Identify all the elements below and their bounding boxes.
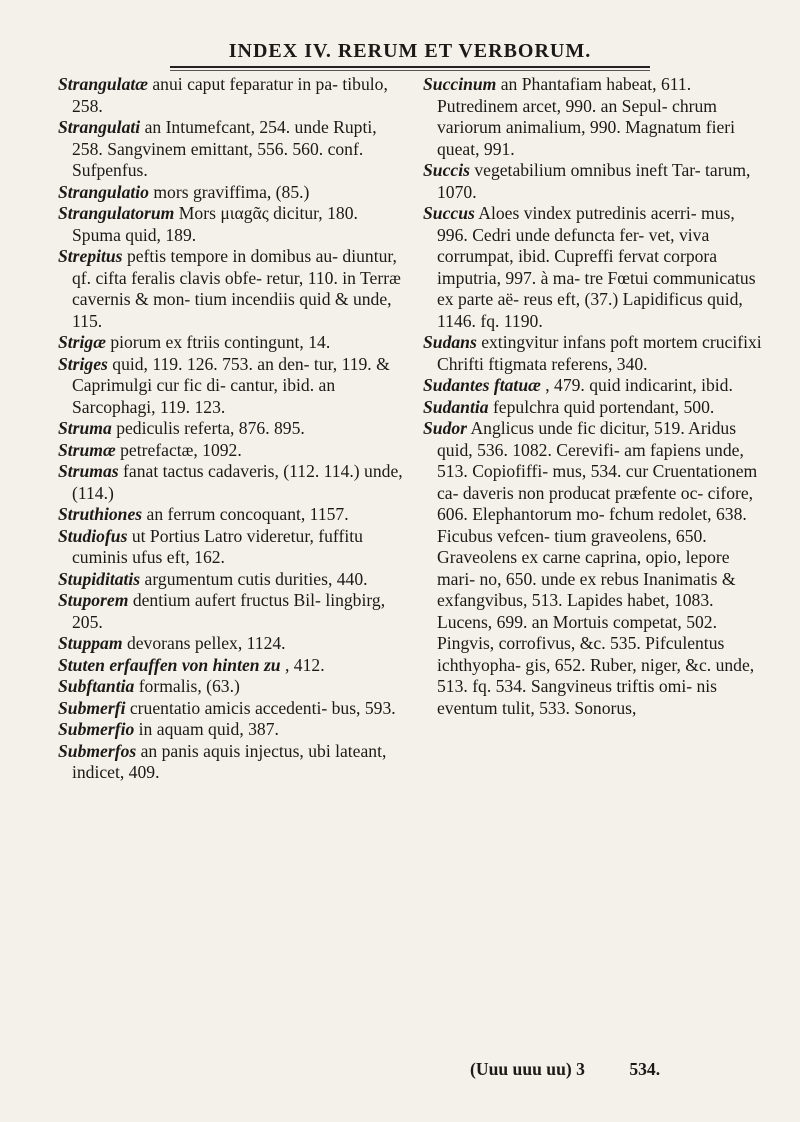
- entry-text: devorans pellex, 1124.: [126, 633, 286, 653]
- index-entry: [58, 117, 403, 182]
- entry-text: , 479. quid indicarint, ibid.: [545, 375, 733, 395]
- entry-headword: Submerfos: [58, 740, 137, 761]
- index-entry: [58, 332, 403, 354]
- entry-headword: Succus: [423, 203, 475, 223]
- index-entry: [58, 246, 403, 332]
- entry-text: an Phantafiam habeat, 611. Putredinem arcet, 990. an Sepul- chrum variorum animalium, 990. Magnatum fieri queat, 991.: [437, 74, 736, 159]
- index-entry: [423, 375, 768, 397]
- entry-text: an ferrum concoquant, 1157.: [146, 504, 349, 524]
- entry-headword: Sudantia: [423, 396, 489, 417]
- header-rule: [170, 66, 650, 68]
- index-entry: [58, 676, 403, 698]
- index-entry: [58, 633, 403, 655]
- entry-headword: Studiofus: [58, 525, 128, 546]
- index-entry: [58, 526, 403, 569]
- entry-headword: Struthiones: [58, 504, 143, 524]
- entry-headword: Striges: [58, 353, 108, 374]
- entry-text: an Intumefcant, 254. unde Rupti, 258. Sangvinem emittant, 556. 560. conf. Sufpenfus.: [72, 117, 377, 180]
- entry-headword: Strepitus: [58, 246, 123, 266]
- signature-mark: (Uuu uuu uu) 3: [470, 1059, 585, 1079]
- entry-text: vegetabilium omnibus ineft Tar- tarum, 1070.: [437, 160, 751, 202]
- entry-text: extingvitur infans poft mortem crucifixi Chrifti ftigmata referens, 340.: [437, 332, 762, 374]
- index-entry: [58, 74, 403, 117]
- index-entry: [423, 74, 768, 160]
- entry-text: an panis aquis injectus, ubi lateant, indicet, 409.: [72, 740, 387, 782]
- entry-text: quid, 119. 126. 753. an den- tur, 119. & Caprimulgi cur fic di- cantur, ibid. an Sarcophagi, 119. 123.: [72, 353, 390, 417]
- entry-text: dentium aufert fructus Bil- lingbirg, 205.: [72, 590, 386, 632]
- header-rule-thin: [170, 70, 650, 71]
- entry-text: in aquam quid, 387.: [138, 719, 279, 739]
- index-entry: [58, 440, 403, 462]
- entry-headword: Strigæ: [58, 332, 106, 352]
- entry-headword: Strumas: [58, 461, 119, 481]
- page-footer: [470, 1059, 700, 1080]
- index-entry: [423, 397, 768, 419]
- entry-text: anui caput feparatur in pa- tibulo, 258.: [72, 74, 388, 116]
- index-entry: [423, 332, 768, 375]
- index-entry: [58, 461, 403, 504]
- index-entry: [423, 160, 768, 203]
- index-entry: [58, 719, 403, 741]
- page-header: INDEX IV. RERUM ET VERBORUM.: [228, 40, 592, 62]
- index-entry: [58, 655, 403, 677]
- index-entry: [58, 741, 403, 784]
- entry-text: petrefactæ, 1092.: [120, 439, 242, 460]
- index-entry: [58, 418, 403, 440]
- entry-headword: Struma: [58, 418, 112, 438]
- entry-text: Anglicus unde fic dicitur, 519. Aridus quid, 536. 1082. Cerevifi- am fapiens unde, 513. Copiofiffi- mus, 534. cur Cruentationem ca- daveris non producat præfente oc- cifore, 606. Elephantorum mo- fchum redolet, 638. Ficubus vefcen- tium graveolens, 650. Graveolens ex carne caprina, opio, lepore mari- no, 650. unde ex rebus Inanimatis & exfangvibus, 513. Lapides habet, 1083. Lucens, 699. an Mortuis competat, 502. Pingvis, corrofivus, &c. 535. Pifculentus ichthyopha- gis, 652. Ruber, niger, &c. unde, 513. fq. 534. Sangvineus triftis omi- nis eventum tulit, 533. Sonorus,: [437, 418, 758, 718]
- entry-text: peftis tempore in domibus au- diuntur, qf. cifta feralis clavis obfe- retur, 110. in Terræ cavernis & mon- tium incendiis quid & unde, 115.: [72, 246, 401, 331]
- entry-headword: Sudantes ftatuæ: [423, 375, 541, 395]
- entry-headword: Strangulatio: [58, 181, 149, 202]
- left-column: [58, 74, 403, 784]
- index-entry: [58, 569, 403, 591]
- entry-headword: Stuppam: [58, 633, 123, 653]
- entry-headword: Stuten erfauffen von hinten zu: [58, 654, 281, 675]
- index-entry: [58, 203, 403, 246]
- entry-headword: Submerfio: [58, 719, 135, 739]
- index-entry: [58, 698, 403, 720]
- entry-text: pediculis referta, 876. 895.: [116, 418, 305, 438]
- entry-headword: Sudor: [423, 418, 468, 438]
- entry-text: cruentatio amicis accedenti- bus, 593.: [129, 697, 396, 718]
- entry-headword: Sudans: [423, 332, 477, 352]
- entry-text: Mors μιαgᾶς dicitur, 180. Spuma quid, 189.: [72, 203, 358, 245]
- index-entry: [58, 182, 403, 204]
- index-entry: [58, 354, 403, 419]
- entry-text: ut Portius Latro videretur, fuffitu cuminis ufus eft, 162.: [72, 525, 363, 567]
- entry-text: mors graviffima, (85.): [153, 181, 310, 202]
- entry-text: , 412.: [285, 654, 325, 675]
- index-entry: [423, 203, 768, 332]
- index-entry: [423, 418, 768, 719]
- right-column: [423, 74, 768, 719]
- entry-text: argumentum cutis durities, 440.: [144, 568, 368, 589]
- entry-headword: Stuporem: [58, 590, 129, 610]
- entry-headword: Strangulati: [58, 117, 141, 137]
- entry-headword: Stupiditatis: [58, 568, 141, 589]
- entry-text: fanat tactus cadaveris, (112. 114.) unde, (114.): [72, 461, 403, 503]
- entry-headword: Submerfi: [58, 697, 126, 718]
- entry-headword: Strangulatorum: [58, 203, 175, 223]
- index-entry: [58, 504, 403, 526]
- catchword: 534.: [629, 1059, 661, 1079]
- entry-text: formalis, (63.): [138, 676, 240, 696]
- entry-headword: Strangulatæ: [58, 74, 148, 94]
- entry-headword: Strumæ: [58, 439, 116, 460]
- entry-headword: Succinum: [423, 74, 497, 94]
- entry-text: fepulchra quid portendant, 500.: [492, 396, 715, 417]
- entry-text: piorum ex ftriis contingunt, 14.: [110, 332, 331, 352]
- index-entry: [58, 590, 403, 633]
- entry-headword: Succis: [423, 160, 470, 180]
- entry-headword: Subftantia: [58, 676, 135, 696]
- entry-text: Aloes vindex putredinis acerri- mus, 996. Cedri unde defuncta fer- vet, viva corrumpat, ibid. Cupreffi fervat corpora imputria, 997. à ma- tre Fœtui communicatus ex parte aë- reus eft, (37.) Lapidificus quid, 1146. fq. 1190.: [437, 203, 756, 331]
